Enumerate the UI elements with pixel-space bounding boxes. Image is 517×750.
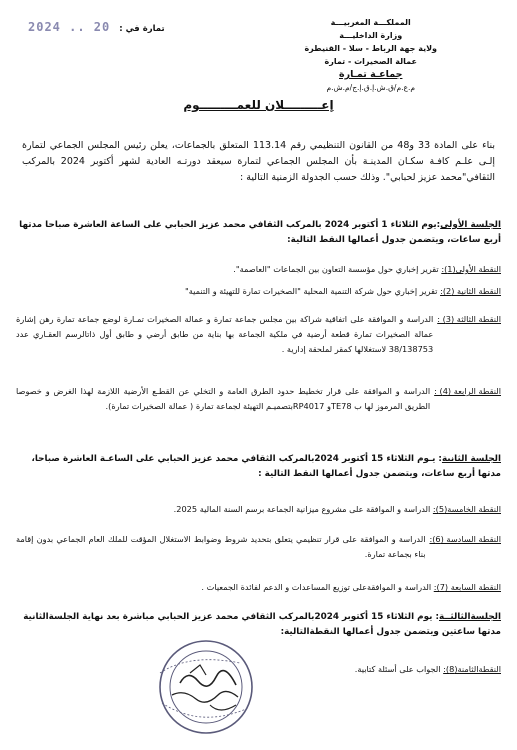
letterhead-commune: جماعـة تمـارة <box>339 69 403 80</box>
item-3-label: النقطة الثالثة (3) : <box>437 314 501 324</box>
item-1-label: النقطة الأولى(1): <box>441 264 501 274</box>
item-6 <box>16 532 501 562</box>
session-1-heading <box>16 218 501 248</box>
item-7-text: الدراسة و الموافقةعلى توزيع المساعدات و الدعم لفائدة الجمعيات . <box>201 582 432 592</box>
session-3-label: الجلسةالثالثــة <box>439 612 501 622</box>
session-3-text: : يوم الثلاثاء 15 أكتوبر 2024بالمركب الثقافي محمد عزيز الحبابي مباشرة بعد نهاية الجلسةالثانية مدتها ساعتين ويتضمن جدول أعمالها النقطةالتالية: <box>23 612 501 637</box>
place-date-label: تمارة في : <box>119 24 165 34</box>
item-4-text: الدراسة و الموافقة على قرار تخطيط حدود الطرق العامة و التخلي عن القطـع الأرضية اللازمة لهذا الغرض و خصوصا الطريق المرموز لها ب TE78و RP4017بتصميـم التهيئة لجماعة تمارة ( عمالة الصخيرات تمارة). <box>16 386 431 411</box>
session-2-label: الجلسة الثانية <box>441 454 501 464</box>
session-2-heading <box>16 452 501 482</box>
session-2-text: : يـوم الثلاثاء 15 أكتوبر 2024بالمركب الثقافي محمد عزيز الحبابي على الساعـة العاشرة صباحا، مدتها أربع ساعات، ويتضمن جدول أعمالها النقط التالية : <box>31 454 501 479</box>
session-1-text: :يوم الثلاثاء 1 أكتوبر 2024 بالمركب الثقافي محمد عزيز الحبابي على الساعة العاشرة صباحا مدتها أربع ساعات، ويتضمن جدول أعمالها النقط التالية: <box>19 220 501 245</box>
item-6-text: الدراسة و الموافقة على قرار تنظيمي يتعلق بتحديد شروط وضوابط الاستغلال المؤقت للملك العام الجماعي بدون إقامة بناء بجماعة تمارة. <box>16 534 426 559</box>
item-8-label: النقطةالثامنة(8): <box>443 664 501 674</box>
letterhead-ministry: وزارة الداخليـــة <box>339 31 403 40</box>
item-7-label: النقطة السابعة (7): <box>433 582 501 592</box>
official-seal-icon <box>150 633 270 741</box>
date-stamp: 2024 .. 20 <box>28 20 111 34</box>
intro-paragraph: بناء على المادة 33 و48 من القانون التنظيمي رقم 113.14 المتعلق بالجماعات، يعلن رئيس المجلس الجماعي لتمارة إلـى علـم كافـة سكـان المدينـة بأن المجلس الجماعي لتمارة سيعقد دورتـه العادية لشهر أكتوبر 2024 بالمركب الثقافي"محمد عزيز لحبابي". وذلك حسب الجدولة الزمنية التالية : <box>22 140 495 183</box>
item-4 <box>16 384 501 414</box>
item-3 <box>16 312 501 357</box>
letterhead-kingdom: المملكـــة المغربيـــة <box>330 18 411 27</box>
item-8-text: الجواب على أسئلة كتابية. <box>354 664 441 674</box>
item-6-label: النقطة السادسة (6): <box>429 534 501 544</box>
letterhead <box>304 16 437 94</box>
letterhead-reference: م.ع.م/ق.ش.إ.ق.إ.ج/م.ش.م <box>326 83 415 92</box>
item-1 <box>16 262 501 277</box>
item-2-label: النقطة الثانية (2): <box>440 286 501 296</box>
item-4-label: النقطة الرابعة (4) : <box>434 386 501 396</box>
letterhead-region: ولاية جهة الرباط - سلا - القنيطرة <box>304 44 437 53</box>
item-5 <box>16 502 501 517</box>
page-title: إعـــــــــلان للعمـــــــــوم <box>183 98 334 112</box>
item-5-text: الدراسة و الموافقة على مشروع ميزانية الجماعة برسم السنة المالية 2025. <box>173 504 431 514</box>
session-1-label: الجلسة الأولى <box>440 220 501 230</box>
place-date <box>28 20 165 34</box>
item-2 <box>16 284 501 299</box>
item-5-label: النقطة الخامسة(5): <box>432 504 501 514</box>
item-7 <box>16 580 501 595</box>
letterhead-prefecture: عمالة الصخيرات - تمارة <box>324 57 417 66</box>
item-1-text: تقرير إخباري حول مؤسسة التعاون بين الجماعات "العاصمة". <box>233 264 439 274</box>
item-2-text: تقرير إخباري حول شركة التنمية المحلية "الصخيرات تمارة للتهيئة و التنمية" <box>185 286 438 296</box>
item-3-text: الدراسة و الموافقة على اتفاقية شراكة بين مجلس جماعة تمارة و عمالة الصخيرات تمـارة لوضع جماعة تمارة رهن إشارة عمالة الصخيرات تمارة قطعة أرضية في ملكية الجماعة بها بناية من طابق أرضي و طابق أول ذاتالرسم العقـاري عدد 38/138753 لاستغلالها كمقر لملحقة إدارية . <box>16 314 434 354</box>
